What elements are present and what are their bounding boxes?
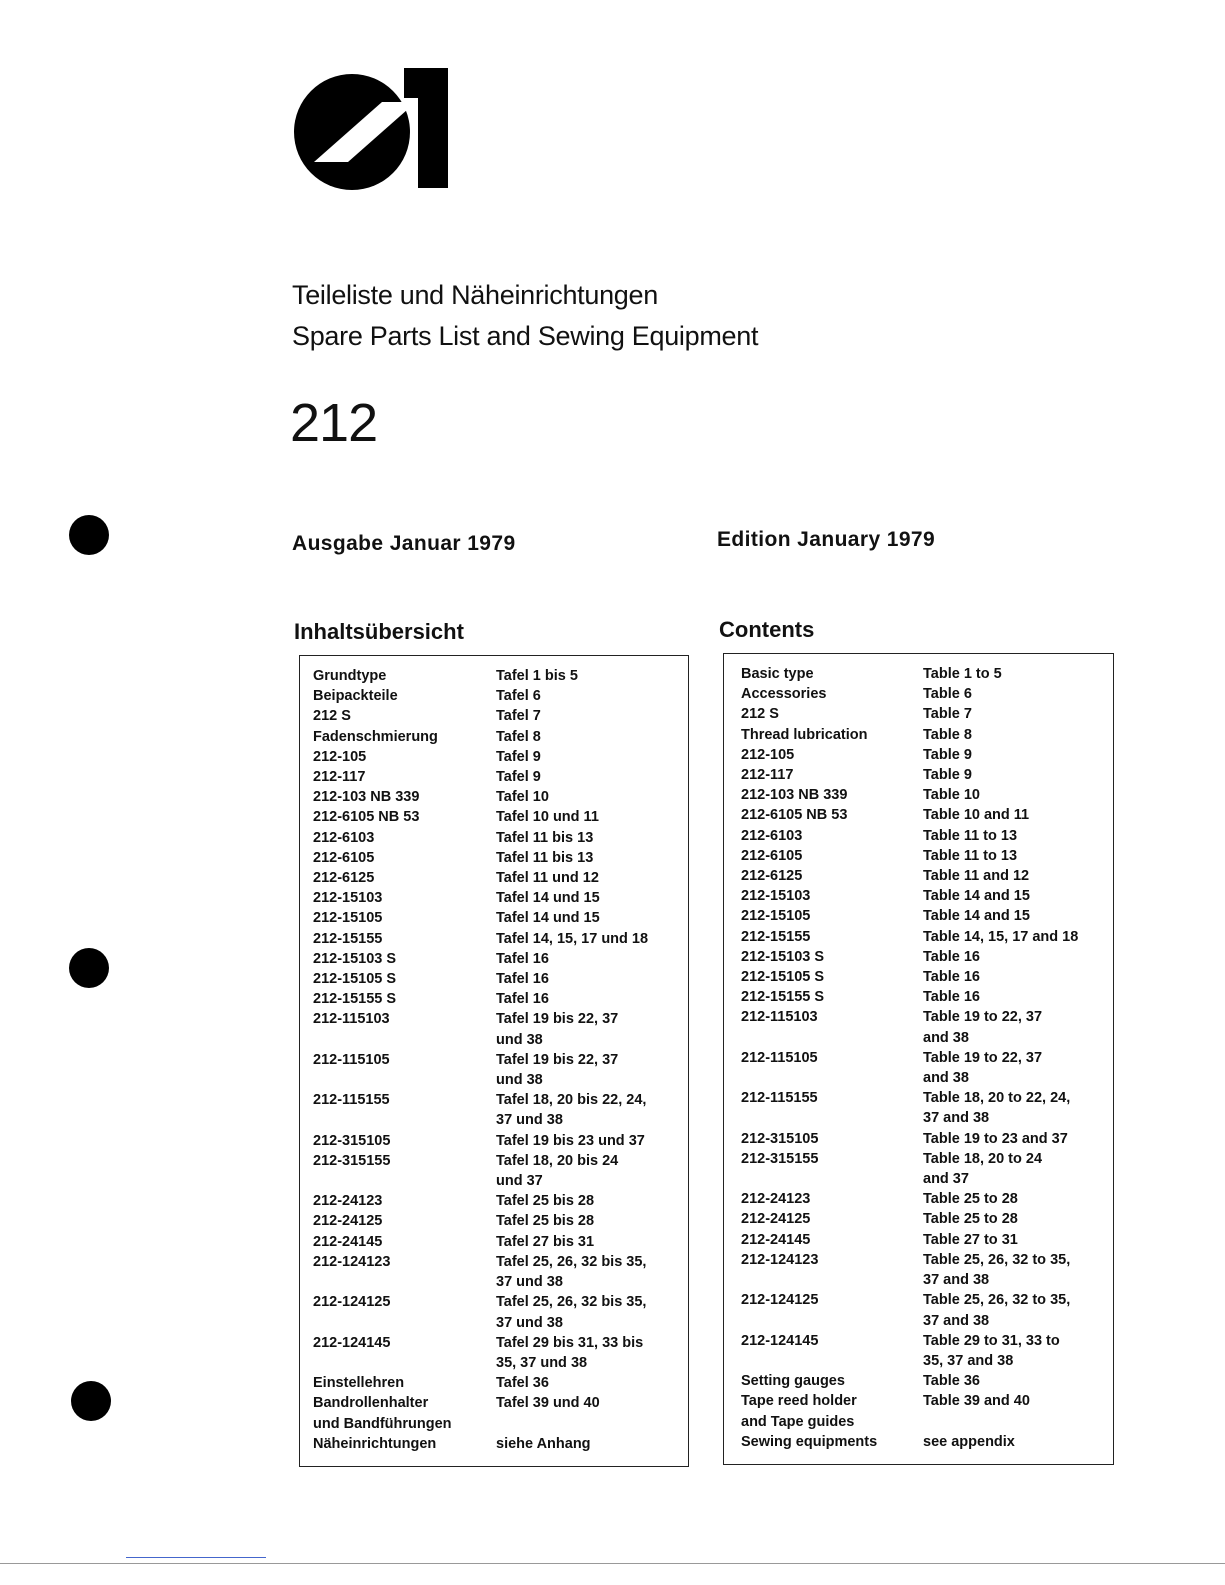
table-row — [724, 927, 1113, 947]
row-label: Fadenschmierung — [313, 728, 438, 745]
table-row — [300, 929, 688, 949]
row-label: 212-115105 — [313, 1051, 390, 1068]
model-number: 212 — [290, 393, 378, 453]
contents-heading-german: Inhaltsübersicht — [294, 619, 464, 644]
row-label: 212-24125 — [741, 1211, 811, 1228]
row-label: 212-24145 — [313, 1233, 383, 1250]
table-row — [724, 1412, 1113, 1432]
table-row — [300, 787, 688, 807]
binder-hole — [69, 948, 109, 988]
row-table-ref: Table 39 and 40 — [923, 1393, 1030, 1410]
row-label: 212-115103 — [313, 1011, 390, 1028]
row-table-ref: Tafel 39 und 40 — [496, 1395, 600, 1412]
row-table-ref: Table 25 to 28 — [923, 1211, 1018, 1228]
row-table-ref: Tafel 19 bis 22, 37 und 38 — [496, 1051, 619, 1089]
row-label: 212-6125 — [313, 870, 375, 887]
row-table-ref: Tafel 25 bis 28 — [496, 1213, 595, 1230]
table-row — [724, 684, 1113, 704]
row-label: 212-15155 S — [313, 991, 397, 1008]
row-label: 212-315105 — [313, 1132, 391, 1149]
row-label: 212-124145 — [741, 1332, 819, 1349]
table-row — [724, 745, 1113, 765]
row-table-ref: Tafel 16 — [496, 950, 549, 967]
row-label: 212-15155 — [313, 930, 383, 947]
row-table-ref: Table 9 — [923, 746, 972, 763]
row-table-ref: Table 10 and 11 — [923, 807, 1030, 824]
row-table-ref: Table 19 to 22, 37 and 38 — [923, 1009, 1043, 1046]
table-row — [724, 1189, 1113, 1209]
table-row — [300, 1393, 688, 1413]
table-row — [724, 1290, 1113, 1330]
row-table-ref: Tafel 10 und 11 — [496, 809, 599, 826]
table-row — [300, 1232, 688, 1252]
row-table-ref: Table 7 — [923, 706, 972, 723]
table-row — [300, 1050, 688, 1090]
table-row — [724, 785, 1113, 805]
table-row — [300, 686, 688, 706]
row-label: Sewing equipments — [741, 1433, 878, 1450]
row-label: 212-105 — [741, 746, 795, 763]
table-row — [724, 1007, 1113, 1047]
row-table-ref: Table 16 — [923, 989, 980, 1006]
table-row — [724, 1209, 1113, 1229]
row-label: 212-124123 — [741, 1251, 819, 1268]
contents-table-german — [299, 655, 689, 1467]
row-label: 212-117 — [313, 769, 366, 786]
row-table-ref: Tafel 25 bis 28 — [496, 1193, 595, 1210]
table-row — [300, 1211, 688, 1231]
contents-table-english — [723, 653, 1114, 1465]
row-table-ref: Table 10 — [923, 787, 980, 804]
row-table-ref: Table 6 — [923, 686, 972, 703]
row-table-ref: Tafel 16 — [496, 991, 549, 1008]
table-row — [300, 848, 688, 868]
table-row — [724, 1048, 1113, 1088]
row-label: 212-124125 — [741, 1292, 819, 1309]
row-label: 212-15103 S — [741, 948, 825, 965]
row-table-ref: Tafel 11 bis 13 — [496, 829, 594, 846]
row-label: 212-6103 — [741, 827, 803, 844]
row-label: 212 S — [741, 706, 779, 723]
table-row — [724, 987, 1113, 1007]
table-row — [300, 1292, 688, 1332]
table-row — [724, 1331, 1113, 1371]
row-table-ref: Table 29 to 31, 33 to 35, 37 and 38 — [923, 1332, 1060, 1369]
row-table-ref: Table 11 to 13 — [923, 847, 1018, 864]
row-label: Basic type — [741, 666, 814, 682]
row-table-ref: Tafel 27 bis 31 — [496, 1233, 595, 1250]
title-german: Teileliste und Näheinrichtungen — [292, 280, 658, 310]
row-label: 212-15103 S — [313, 950, 397, 967]
row-table-ref: Tafel 16 — [496, 971, 549, 988]
row-label: 212-6105 — [313, 849, 375, 866]
table-row — [300, 828, 688, 848]
row-table-ref: Table 27 to 31 — [923, 1231, 1018, 1248]
row-label: 212-15105 — [741, 908, 811, 925]
row-table-ref: Tafel 10 — [496, 789, 549, 806]
row-table-ref: Tafel 18, 20 bis 24 und 37 — [496, 1152, 619, 1190]
row-table-ref: Table 1 to 5 — [923, 666, 1002, 682]
table-row — [724, 1371, 1113, 1391]
row-table-ref: Table 18, 20 to 24 and 37 — [923, 1150, 1043, 1188]
row-label: 212-105 — [313, 748, 367, 765]
table-row — [724, 1391, 1113, 1411]
row-label: 212-15103 — [741, 888, 811, 905]
table-row — [300, 706, 688, 726]
row-table-ref: Tafel 36 — [496, 1375, 549, 1392]
table-row — [300, 666, 688, 686]
row-label: 212-24123 — [741, 1191, 811, 1208]
table-row — [300, 1414, 688, 1434]
table-row — [300, 727, 688, 747]
table-row — [724, 664, 1113, 684]
edition-german: Ausgabe Januar 1979 — [292, 532, 516, 555]
row-label: Thread lubrication — [741, 726, 868, 743]
table-row — [300, 969, 688, 989]
row-table-ref: Tafel 11 und 12 — [496, 870, 599, 887]
row-table-ref — [496, 1414, 688, 1434]
row-label: Accessories — [741, 686, 827, 703]
row-label: 212-115155 — [741, 1090, 818, 1107]
table-row — [724, 866, 1113, 886]
binder-hole — [71, 1381, 111, 1421]
row-label: 212-6125 — [741, 868, 803, 885]
row-label: 212-315155 — [313, 1152, 391, 1169]
row-label: 212-15105 — [313, 910, 383, 927]
row-table-ref: Table 25 to 28 — [923, 1191, 1018, 1208]
row-table-ref: Tafel 19 bis 23 und 37 — [496, 1132, 645, 1149]
row-label: Setting gauges — [741, 1373, 845, 1390]
row-table-ref: Table 36 — [923, 1373, 980, 1390]
row-label: 212-115105 — [741, 1049, 818, 1066]
row-table-ref — [923, 1412, 1113, 1432]
row-label: 212-15155 S — [741, 989, 825, 1006]
table-row — [724, 765, 1113, 785]
row-label: Näheinrichtungen — [313, 1435, 437, 1452]
brand-logo — [292, 66, 452, 190]
page-edge-mark — [126, 1557, 266, 1558]
binder-hole — [69, 515, 109, 555]
row-table-ref: Tafel 9 — [496, 769, 541, 786]
table-row — [724, 1250, 1113, 1290]
row-table-ref: Tafel 18, 20 bis 22, 24, 37 und 38 — [496, 1092, 647, 1129]
row-table-ref: Table 19 to 22, 37 and 38 — [923, 1049, 1043, 1087]
row-label: 212-24145 — [741, 1231, 811, 1248]
row-label: 212-315105 — [741, 1130, 819, 1147]
table-row — [724, 805, 1113, 825]
row-table-ref: Tafel 6 — [496, 688, 541, 705]
row-table-ref: siehe Anhang — [496, 1435, 591, 1452]
table-row — [724, 1149, 1113, 1189]
table-row — [300, 888, 688, 908]
row-label: 212-24123 — [313, 1193, 383, 1210]
row-label: 212-15103 — [313, 890, 383, 907]
table-row — [724, 846, 1113, 866]
table-row — [724, 886, 1113, 906]
table-row — [300, 949, 688, 969]
table-row — [724, 704, 1113, 724]
row-label: 212-315155 — [741, 1150, 819, 1167]
table-row — [300, 868, 688, 888]
row-table-ref: Table 8 — [923, 726, 972, 743]
table-row — [724, 725, 1113, 745]
table-row — [300, 1252, 688, 1292]
row-label: 212-6105 NB 53 — [313, 809, 420, 826]
row-table-ref: Table 14 and 15 — [923, 908, 1030, 925]
row-table-ref: Table 16 — [923, 969, 980, 986]
row-table-ref: Table 25, 26, 32 to 35, 37 and 38 — [923, 1292, 1071, 1329]
row-label: 212-6105 — [741, 847, 803, 864]
row-table-ref: Tafel 25, 26, 32 bis 35, 37 und 38 — [496, 1294, 647, 1331]
table-row — [300, 747, 688, 767]
row-label: 212-115103 — [741, 1009, 818, 1026]
row-label: 212-115155 — [313, 1092, 390, 1109]
row-table-ref: Tafel 19 bis 22, 37 und 38 — [496, 1011, 619, 1048]
table-row — [724, 826, 1113, 846]
row-table-ref: Table 9 — [923, 767, 972, 784]
table-row — [724, 1432, 1113, 1452]
row-table-ref: Tafel 14 und 15 — [496, 910, 600, 927]
row-table-ref: Tafel 29 bis 31, 33 bis 35, 37 und 38 — [496, 1334, 644, 1371]
row-label: Bandrollenhalter — [313, 1395, 429, 1412]
table-row — [300, 807, 688, 827]
row-label: 212-103 NB 339 — [313, 789, 420, 806]
row-table-ref: see appendix — [923, 1433, 1015, 1450]
row-label: Beipackteile — [313, 688, 398, 705]
row-table-ref: Tafel 11 bis 13 — [496, 849, 594, 866]
table-row — [724, 947, 1113, 967]
row-label: 212-15105 S — [313, 971, 397, 988]
row-label: 212-6105 NB 53 — [741, 807, 848, 824]
row-table-ref: Table 16 — [923, 948, 980, 965]
row-label: 212-15155 — [741, 928, 811, 945]
table-row — [300, 1373, 688, 1393]
row-table-ref: Table 11 to 13 — [923, 827, 1018, 844]
table-row — [300, 1009, 688, 1049]
row-label: Tape reed holder — [741, 1393, 857, 1410]
page-edge-line — [0, 1563, 1225, 1564]
row-table-ref: Table 11 and 12 — [923, 868, 1030, 885]
table-row — [300, 989, 688, 1009]
row-table-ref: Tafel 8 — [496, 728, 541, 745]
row-label: 212 S — [313, 708, 351, 725]
row-label: Grundtype — [313, 668, 387, 684]
row-label: 212-15105 S — [741, 969, 825, 986]
row-table-ref: Tafel 7 — [496, 708, 541, 725]
table-row — [300, 1151, 688, 1191]
table-row — [724, 1129, 1113, 1149]
row-table-ref: Tafel 14 und 15 — [496, 890, 600, 907]
row-label: 212-103 NB 339 — [741, 787, 848, 804]
row-table-ref: Tafel 9 — [496, 748, 541, 765]
table-row — [300, 1434, 688, 1454]
row-table-ref: Table 25, 26, 32 to 35, 37 and 38 — [923, 1251, 1071, 1289]
row-table-ref: Tafel 14, 15, 17 und 18 — [496, 930, 649, 947]
table-row — [724, 1088, 1113, 1128]
contents-heading-english: Contents — [719, 617, 815, 642]
table-row — [300, 767, 688, 787]
table-row — [724, 967, 1113, 987]
row-table-ref: Table 19 to 23 and 37 — [923, 1130, 1068, 1147]
row-label: 212-124123 — [313, 1253, 391, 1270]
table-row — [300, 1131, 688, 1151]
row-table-ref: Table 18, 20 to 22, 24, 37 and 38 — [923, 1090, 1071, 1127]
title-english: Spare Parts List and Sewing Equipment — [292, 321, 759, 351]
row-label: and Tape guides — [741, 1413, 855, 1430]
table-row — [724, 1230, 1113, 1250]
edition-english: Edition January 1979 — [717, 528, 936, 551]
row-table-ref: Tafel 1 bis 5 — [496, 668, 578, 684]
table-row — [724, 906, 1113, 926]
row-label: Einstellehren — [313, 1375, 405, 1392]
row-table-ref: Table 14 and 15 — [923, 888, 1030, 905]
row-label: 212-117 — [741, 767, 794, 784]
table-row — [300, 1090, 688, 1130]
row-label: 212-124145 — [313, 1334, 391, 1351]
row-table-ref: Table 14, 15, 17 and 18 — [923, 928, 1079, 945]
table-row — [300, 1191, 688, 1211]
table-row — [300, 908, 688, 928]
row-table-ref: Tafel 25, 26, 32 bis 35, 37 und 38 — [496, 1253, 647, 1291]
row-label: und Bandführungen — [313, 1415, 452, 1432]
row-label: 212-124125 — [313, 1294, 391, 1311]
table-row — [300, 1333, 688, 1373]
row-label: 212-24125 — [313, 1213, 383, 1230]
row-label: 212-6103 — [313, 829, 375, 846]
